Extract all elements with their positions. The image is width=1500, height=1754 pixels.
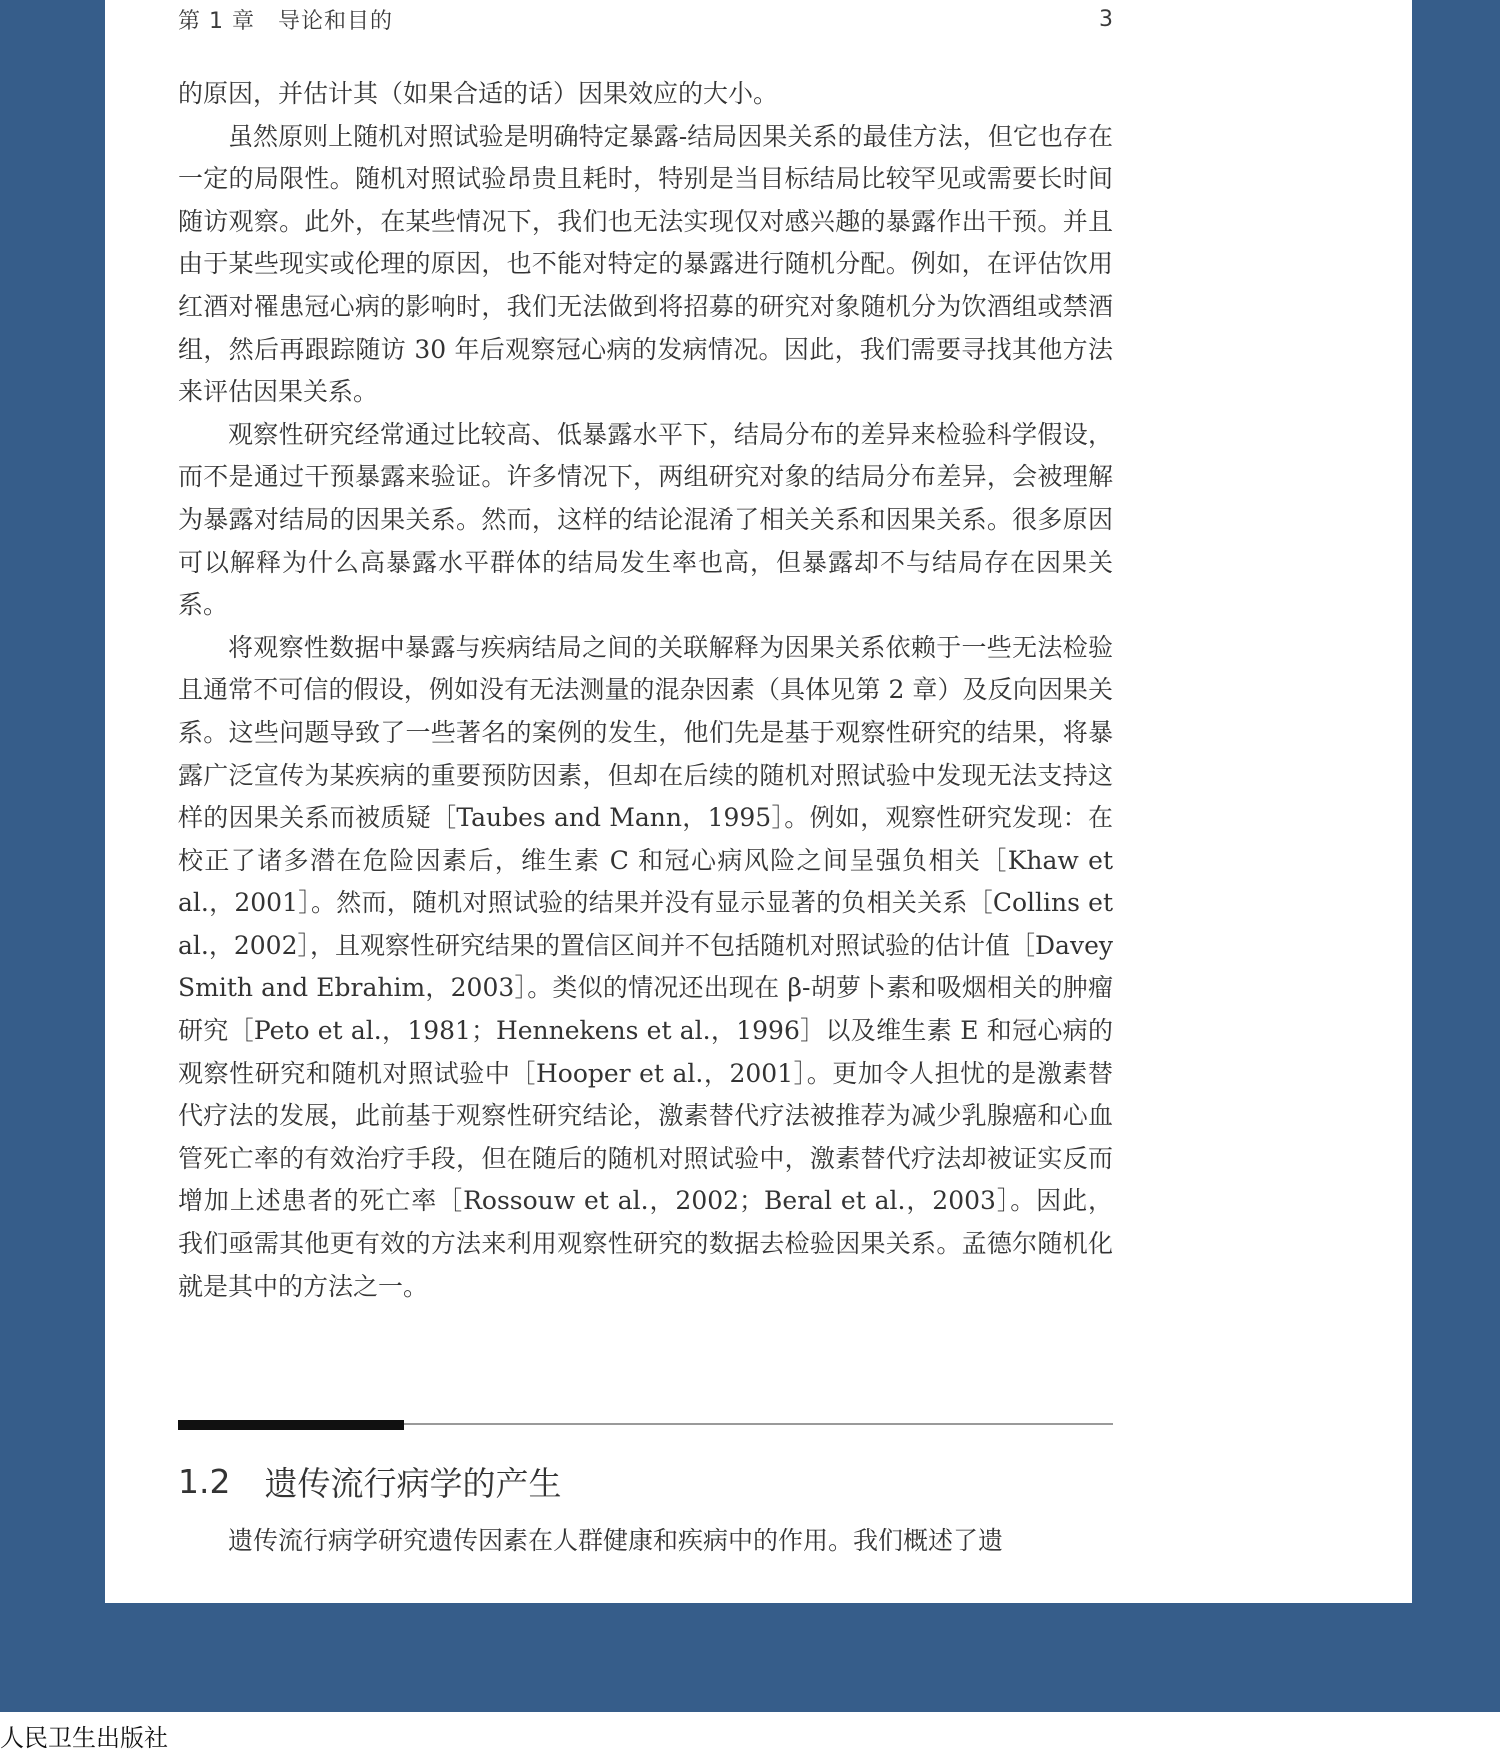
chapter-title: 第 1 章 导论和目的 [178, 8, 393, 34]
body-text [178, 73, 1113, 1308]
section-heading [178, 1456, 561, 1506]
paragraph: 的原因，并估计其（如果合适的话）因果效应的大小。 [178, 79, 779, 108]
paragraph: 遗传流行病学研究遗传因素在人群健康和疾病中的作用。我们概述了遗 [228, 1526, 1004, 1555]
running-header [178, 2, 1113, 36]
section-divider-accent [178, 1420, 404, 1430]
section-title: 遗传流行病学的产生 [264, 1463, 562, 1503]
paragraph: 将观察性数据中暴露与疾病结局之间的关联解释为因果关系依赖于一些无法检验且通常不可信的假设，例如没有无法测量的混杂因素（具体见第 2 章）及反向因果关系。这些问题导致了一些著名的案例的发生，他们先是基于观察性研究的结果，将暴露广泛宣传为某疾病的重要预防因素，但却在后续的随机对照试验中发现无法支持这样的因果关系而被质疑［Taubes and Mann，1995］。例如，观察性研究发现：在校正了诸多潜在危险因素后，维生素 C 和冠心病风险之间呈强负相关［Khaw et al.，2001］。然而，随机对照试验的结果并没有显示显著的负相关关系［Collins et al.，2002］，且观察性研究结果的置信区间并不包括随机对照试验的估计值［Davey Smith and Ebrahim，2003］。类似的情况还出现在 β-胡萝卜素和吸烟相关的肿瘤研究［Peto et al.，1981；Hennekens et al.，1996］以及维生素 E 和冠心病的观察性研究和随机对照试验中［Hooper et al.，2001］。更加令人担忧的是激素替代疗法的发展，此前基于观察性研究结论，激素替代疗法被推荐为减少乳腺癌和心血管死亡率的有效治疗手段，但在随后的随机对照试验中，激素替代疗法却被证实反而增加上述患者的死亡率［Rossouw et al.，2002；Beral et al.，2003］。因此，我们亟需其他更有效的方法来利用观察性研究的数据去检验因果关系。孟德尔随机化就是其中的方法之一。 [178, 632, 1113, 1301]
publisher-label: 人民卫生出版社 [0, 1724, 168, 1752]
paragraph: 观察性研究经常通过比较高、低暴露水平下，结局分布的差异来检验科学假设，而不是通过干预暴露来验证。许多情况下，两组研究对象的结局分布差异，会被理解为暴露对结局的因果关系。然而，这样的结论混淆了相关关系和因果关系。很多原因可以解释为什么高暴露水平群体的结局发生率也高，但暴露却不与结局存在因果关系。 [178, 419, 1113, 620]
paragraph: 虽然原则上随机对照试验是明确特定暴露-结局因果关系的最佳方法，但它也存在一定的局限性。随机对照试验昂贵且耗时，特别是当目标结局比较罕见或需要长时间随访观察。此外，在某些情况下，我们也无法实现仅对感兴趣的暴露作出干预。并且由于某些现实或伦理的原因，也不能对特定的暴露进行随机分配。例如，在评估饮用红酒对罹患冠心病的影响时，我们无法做到将招募的研究对象随机分为饮酒组或禁酒组，然后再跟踪随访 30 年后观察冠心病的发病情况。因此，我们需要寻找其他方法来评估因果关系。 [178, 121, 1113, 407]
section-text [178, 1520, 1113, 1563]
page-number: 3 [1099, 6, 1113, 32]
section-number: 1.2 [178, 1461, 231, 1501]
